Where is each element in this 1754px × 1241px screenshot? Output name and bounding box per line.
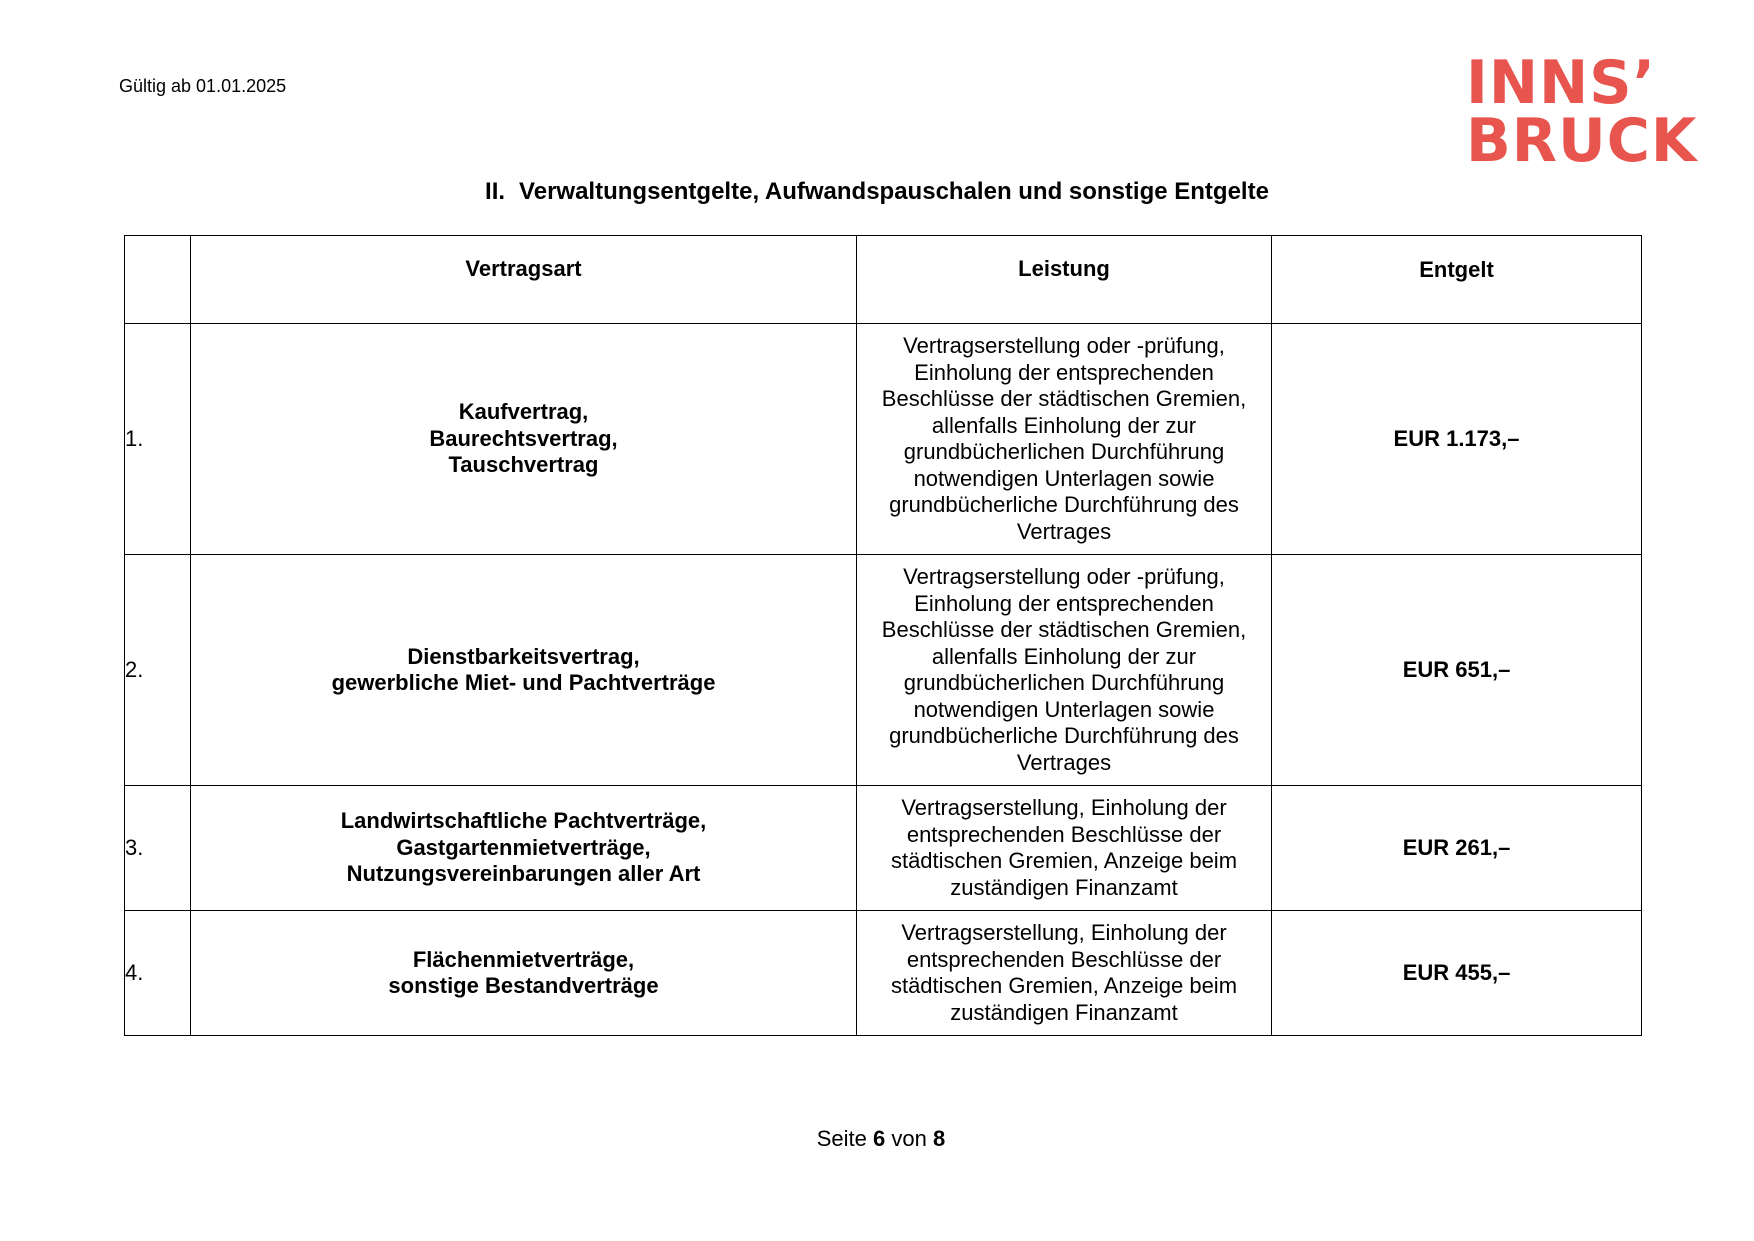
row-entgelt: EUR 651,– — [1272, 555, 1642, 786]
row-leistung: Vertragserstellung oder -prüfung, Einholung der entsprechenden Beschlüsse der städtischen Gremien, allenfalls Einholung der zur grundbücherlichen Durchführung notwendigen Unterlagen sowie grundbücherliche Durchführung des Vertrages — [857, 324, 1272, 555]
row-vertragsart: Flächenmietverträge, sonstige Bestandverträge — [191, 911, 857, 1036]
row-entgelt: EUR 1.173,– — [1272, 324, 1642, 555]
header-entgelt: Entgelt — [1272, 236, 1642, 324]
innsbruck-logo — [1466, 48, 1701, 176]
row-leistung: Vertragserstellung oder -prüfung, Einholung der entsprechenden Beschlüsse der städtischen Gremien, allenfalls Einholung der zur grundbücherlichen Durchführung notwendigen Unterlagen sowie grundbücherliche Durchführung des Vertrages — [857, 555, 1272, 786]
section-number: II. — [485, 178, 506, 205]
table-header-row — [125, 236, 1642, 324]
row-number: 2. — [125, 555, 191, 786]
row-entgelt: EUR 261,– — [1272, 786, 1642, 911]
table-row — [125, 786, 1642, 911]
row-leistung: Vertragserstellung, Einholung der entsprechenden Beschlüsse der städtischen Gremien, Anzeige beim zuständigen Finanzamt — [857, 911, 1272, 1036]
row-number: 1. — [125, 324, 191, 555]
header-leistung: Leistung — [857, 236, 1272, 324]
valid-from-date: Gültig ab 01.01.2025 — [119, 76, 287, 96]
table-row — [125, 555, 1642, 786]
row-vertragsart: Landwirtschaftliche Pachtverträge, Gastgartenmietverträge, Nutzungsvereinbarungen aller Art — [191, 786, 857, 911]
footer-von-label: von — [891, 1126, 927, 1151]
footer-total-pages: 8 — [933, 1126, 946, 1151]
row-number: 4. — [125, 911, 191, 1036]
header-vertragsart: Vertragsart — [191, 236, 857, 324]
fee-table — [124, 235, 1642, 1036]
row-vertragsart: Dienstbarkeitsvertrag, gewerbliche Miet- und Pachtverträge — [191, 555, 857, 786]
section-title-text: Verwaltungsentgelte, Aufwandspauschalen und sonstige Entgelte — [519, 178, 1269, 205]
row-number: 3. — [125, 786, 191, 911]
row-entgelt: EUR 455,– — [1272, 911, 1642, 1036]
row-vertragsart: Kaufvertrag, Baurechtsvertrag, Tauschvertrag — [191, 324, 857, 555]
header-nr — [125, 236, 191, 324]
section-title — [0, 178, 1754, 206]
table-row — [125, 324, 1642, 555]
row-leistung: Vertragserstellung, Einholung der entsprechenden Beschlüsse der städtischen Gremien, Anzeige beim zuständigen Finanzamt — [857, 786, 1272, 911]
logo-line-2: BRUCK — [1466, 106, 1698, 176]
logo-line-1: INNS’ — [1466, 48, 1656, 118]
table-row — [125, 911, 1642, 1036]
page-number-footer — [0, 1126, 1754, 1152]
footer-current-page: 6 — [873, 1126, 886, 1151]
footer-seite-label: Seite — [816, 1126, 867, 1151]
